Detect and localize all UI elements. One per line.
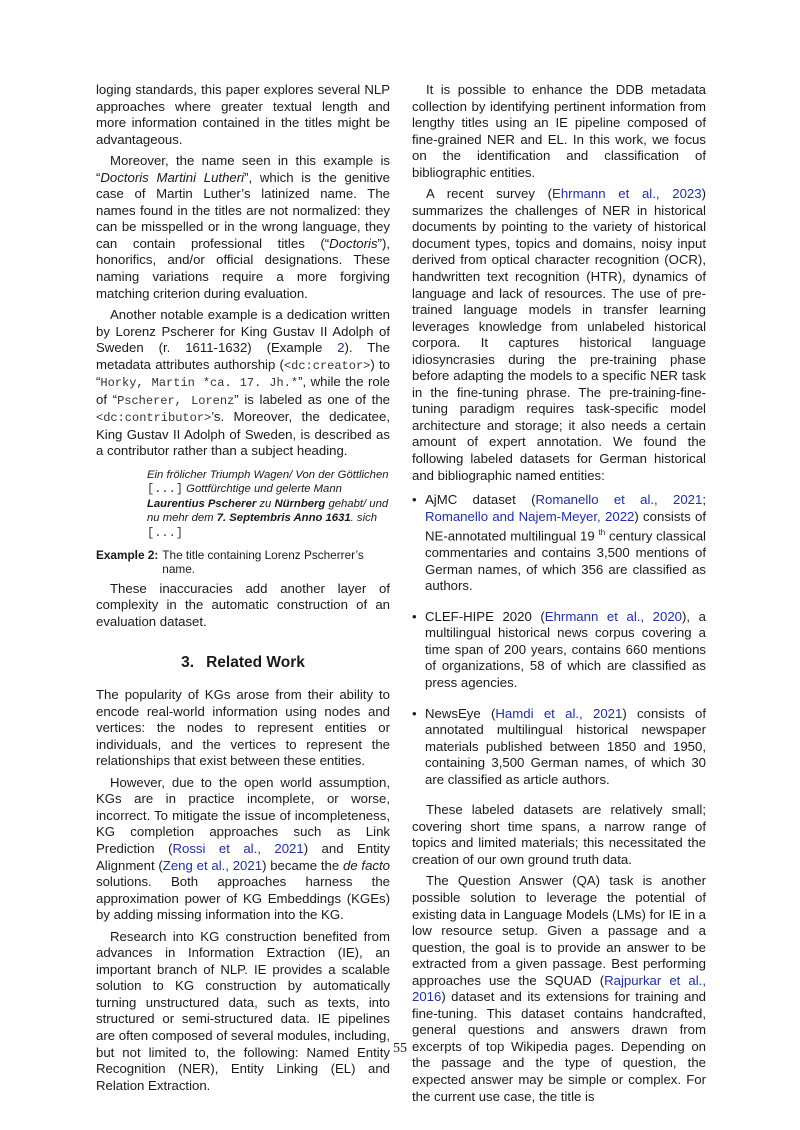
- page-number: 55: [393, 1041, 407, 1056]
- section-heading: 3. Related Work: [181, 653, 305, 671]
- example-block: [96, 468, 390, 577]
- citation-link[interactable]: Ehrmann et al., 2023: [552, 186, 702, 202]
- paragraph: These inaccuracies add another layer of complexity in the automatic construction of an evaluation dataset.: [96, 580, 390, 629]
- paragraph: Research into KG construction benefited from advances in Information Extraction (IE), an important branch of NLP. IE provides a scalable solution to KG construction by automatically turning unstructured data, such as texts, into structured or semi-structured data. IE pipelines are often composed of several modules, including, but not limited to, the following: Named Entity Recognition (NER), Entity Linking (EL) and Relation Extraction.: [96, 928, 390, 1093]
- citation-link[interactable]: Rossi et al., 2021: [172, 840, 304, 856]
- caption-label: Example 2:: [96, 548, 159, 563]
- citation-link[interactable]: Ehrmann et al., 2020: [544, 608, 683, 624]
- right-column: [412, 82, 706, 1110]
- paragraph: Moreover, the name seen in this example is “Doctoris Martini Lutheri”, which is the genitive case of Martin Luther’s latinized name. The names found in the titles are not normalized: they can be misspelled or in the wrong language, they can contain professional titles (“Doctoris”), honorifics, and/or official designations. These naming variations require a more forgiving matching criterion during evaluation.: [96, 153, 390, 301]
- citation-link[interactable]: Romanello and Najem-Meyer, 2022: [425, 508, 635, 524]
- left-column: [96, 82, 390, 1099]
- bullet-icon: •: [412, 492, 417, 508]
- example-caption: [96, 548, 390, 577]
- paragraph: These labeled datasets are relatively small; covering short time spans, a narrow range of topics and limited materials; this necessitated the creation of our own ground truth data.: [412, 802, 706, 867]
- paragraph: The popularity of KGs arose from their ability to encode real-world information using nodes and vertices: the nodes to represent entities or individuals, and the vertices to represent the relationships that exist between these entities.: [96, 687, 390, 769]
- paragraph: It is possible to enhance the DDB metadata collection by identifying pertinent information from lengthy titles using an IE pipeline composed of fine-grained NER and EL. In this work, we focus on the identification and classification of bibliographic entities.: [412, 82, 706, 180]
- list-item: • AjMC dataset (Romanello et al., 2021; Romanello and Najem-Meyer, 2022) consists of NE-annotated multilingual 19 $^{th}$ century classical commentaries and contains 3,500 mentions of German names, of which 356 are classified as authors.: [412, 492, 706, 594]
- example-text: Ein frölicher Triumph Wagen/ Von der Göttlichen [...] Gottfürchtige und gelerte Mann Laurentius Pscherer zu Nürnberg gehabt/ und nu mehr dem 7. Septembris Anno 1631. sich [...]: [147, 469, 389, 540]
- example-ref-link[interactable]: 2: [337, 340, 345, 356]
- dataset-list: [412, 492, 706, 788]
- paragraph: However, due to the open world assumption, KGs are in practice incomplete, or worse, incorrect. To mitigate the issue of incompleteness, KG completion approaches such as Link Prediction (Rossi et al., 2021) and Entity Alignment (Zeng et al., 2021) became the de facto solutions. Both approaches harness the approximation power of KG Embeddings (KGEs) by adding missing information into the KG.: [96, 774, 390, 923]
- bullet-icon: •: [412, 705, 417, 721]
- paragraph: A recent survey (Ehrmann et al., 2023) summarizes the challenges of NER in historical documents by pointing to the variety of historical document types, topics and domains, noisy input derived from optical character recognition (OCR), handwritten text recognition (HTR), dynamics of language and lack of resources. The use of pre-trained language models in transfer learning leverages knowledge from unlabeled historical corpora. It captures historical language idiosyncrasies during the pre-training phase before adapting the models to a specific NER task in the fine-tuning phrase. The pre-training-fine-tuning paradigm requires task-specific model architecture and storage; it also needs a certain amount of expert annotation. We found the following labeled datasets for German historical and bibliographic named entities:: [412, 186, 706, 483]
- paragraph: Another notable example is a dedication written by Lorenz Pscherer for King Gustav II Adolph of Sweden (r. 1611-1632) (Example 2). The metadata attributes authorship (<dc:creator>) to “Horky, Martin *ca. 17. Jh.*”, while the role of “Pscherer, Lorenz” is labeled as one of the <dc:contributor>’s. Moreover, the dedicatee, King Gustav II Adolph of Sweden, is described as a contributor rather than a subject heading.: [96, 307, 391, 459]
- list-item: • NewsEye (Hamdi et al., 2021) consists of annotated multilingual historical newspaper materials published between 1850 and 1950, containing 3,500 German names, of which 30 are classified as article authors.: [412, 705, 706, 787]
- citation-link[interactable]: Zeng et al., 2021: [162, 857, 263, 873]
- list-item: • CLEF-HIPE 2020 (Ehrmann et al., 2020), a multilingual historical news corpus covering a time span of 200 years, contains 660 mentions of organizations, 58 of which are classified as press agencies.: [412, 608, 706, 690]
- citation-link[interactable]: Hamdi et al., 2021: [495, 705, 623, 721]
- paragraph: The Question Answer (QA) task is another possible solution to leverage the potential of existing data in Language Models (LMs) for IE in a low resource setup. Given a passage and a question, the goal is to provide an answer to be extracted from a given passage. Best performing approaches use the SQUAD (Rajpurkar et al., 2016) dataset and its extensions for training and fine-tuning. This dataset contains handcrafted, general questions and answers drawn from excerpts of top Wikipedia pages. Depending on the passage and the type of question, the expected answer may be simple or complex. For the current use case, the title is: [412, 873, 706, 1104]
- caption-text: The title containing Lorenz Pscherrer’s name.: [162, 548, 364, 577]
- bullet-icon: •: [412, 608, 417, 624]
- citation-link[interactable]: Rajpurkar et al., 2016: [412, 972, 706, 1005]
- paragraph: loging standards, this paper explores several NLP approaches where greater textual length and more information contained in the titles might be advantageous.: [96, 82, 390, 147]
- citation-link[interactable]: Romanello et al., 2021: [535, 492, 703, 508]
